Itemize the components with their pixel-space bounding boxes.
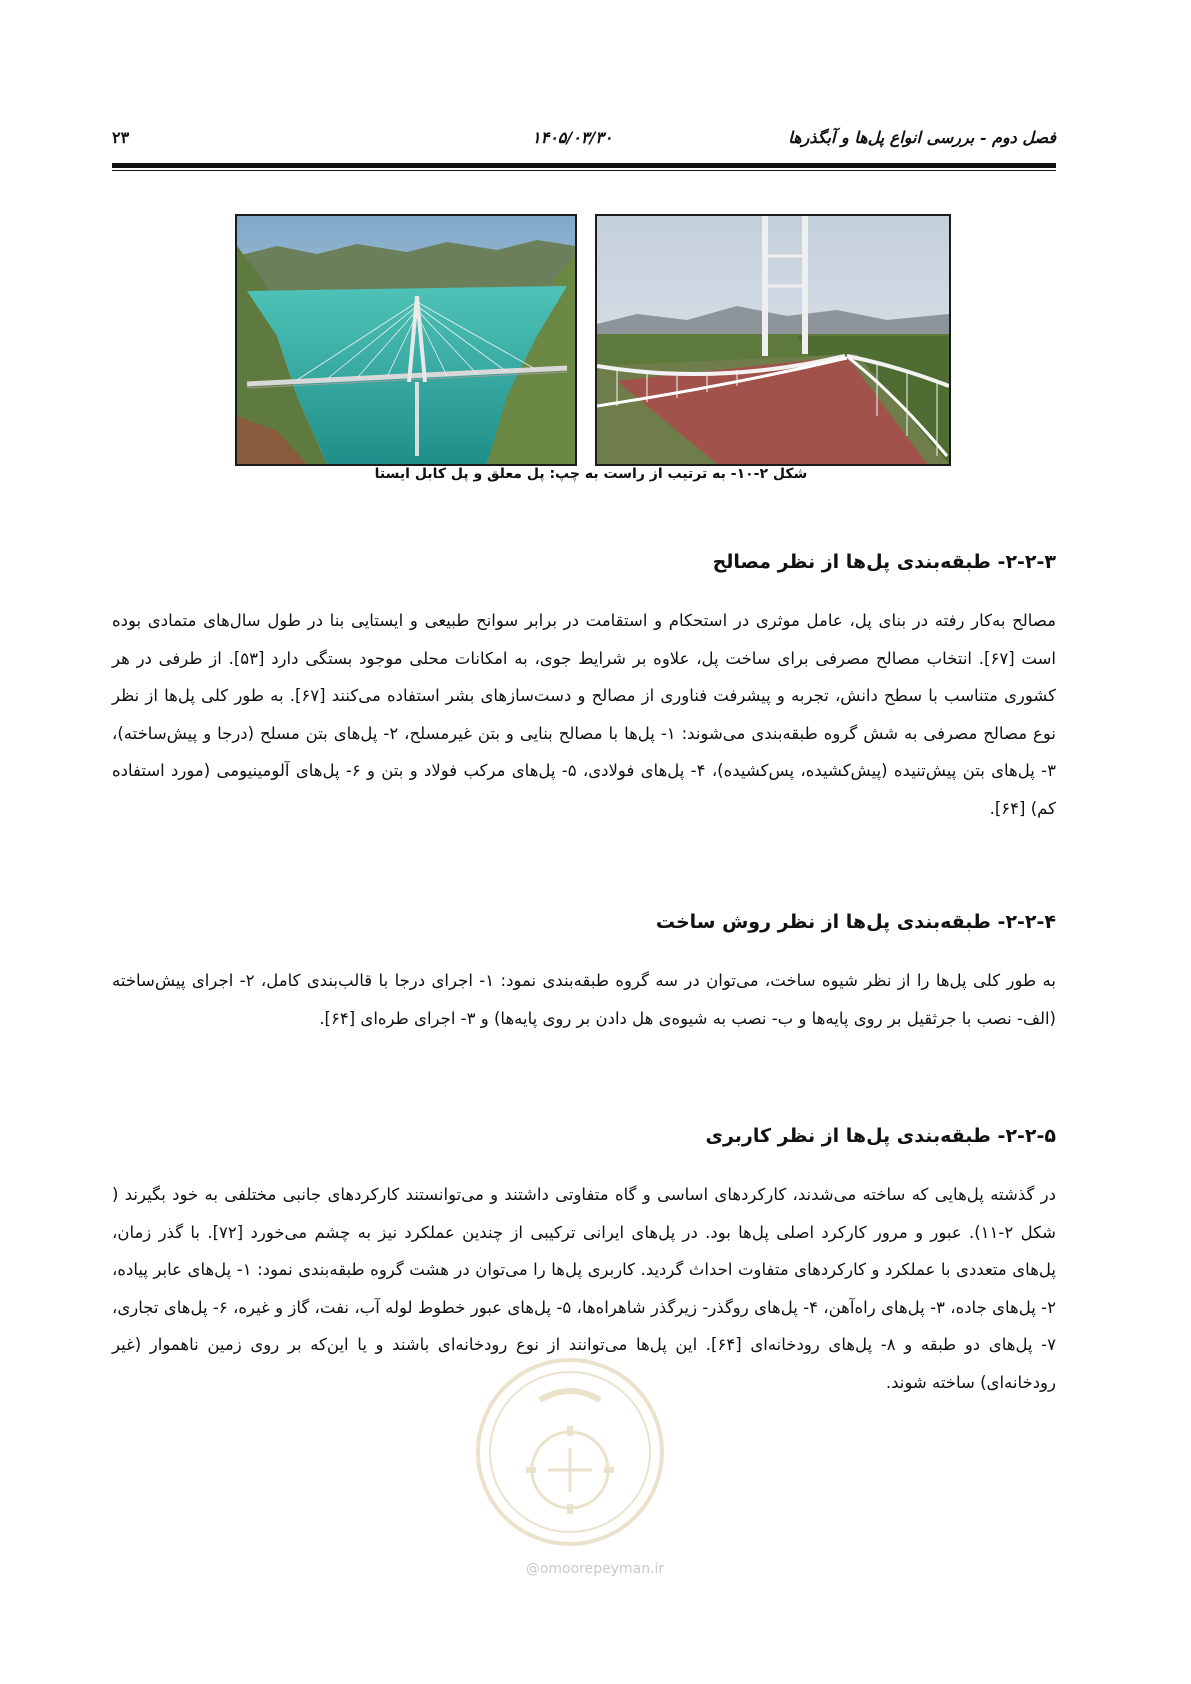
section-heading-construction: ۲-۲-۴- طبقه‌بندی پل‌ها از نظر روش ساخت — [655, 911, 1056, 933]
figure-caption: شکل ۲-۱۰- به ترتیب از راست به چپ: پل معلق و پل کابل ایستا — [374, 466, 808, 482]
paragraph-materials: مصالح به‌کار رفته در بنای پل، عامل موثری در استحکام و استقامت در برابر سوانح طبیعی و ایستایی بنا در طول سال‌های متمادی بوده است [۶۷]. انتخاب مصالح مصرفی برای ساخت پل، علاوه بر شرایط جوی، به امکانات محلی موجود بستگی دارد [۵۳]. از طرفی در هر کشوری متناسب با سطح دانش، تجربه و پیشرفت فناوری از مصالح و دست‌سازهای بشر استفاده می‌کنند [۶۷]. به طور کلی پل‌ها از نظر نوع مصالح مصرفی به شش گروه طبقه‌بندی می‌شوند: ۱- پل‌ها با مصالح بنایی و بتن غیرمسلح، ۲- پل‌های بتن مسلح (درجا و پیش‌ساخته)، ۳- پل‌های بتن پیش‌تنیده (پیش‌کشیده، پس‌کشیده)، ۴- پل‌های فولادی، ۵- پل‌های مرکب فولاد و بتن و ۶- پل‌های آلومینیومی (مورد استفاده کم) [۶۴]. — [112, 611, 1057, 818]
header-rule-thin — [112, 170, 1056, 171]
section-heading-usage: ۲-۲-۵- طبقه‌بندی پل‌ها از نظر کاربری — [705, 1125, 1056, 1147]
running-header — [112, 128, 1056, 156]
watermark-url: @omoorepeyman.ir — [525, 1561, 665, 1577]
paragraph-usage: در گذشته پل‌هایی که ساخته می‌شدند، کارکردهای اساسی و گاه متفاوتی داشتند و می‌توانستند کارکردهای جانبی مختلفی به خود بگیرند ( شکل ۲-۱۱). عبور و مرور کارکرد اصلی پل‌ها بود. در پل‌های ایرانی ترکیبی از چندین عملکرد نیز به چشم می‌خورد [۷۲]. با گذر زمان، پل‌های متعددی با عملکرد و کارکردهای متفاوت احداث گردید. کاربری پل‌ها را می‌توان در هشت گروه طبقه‌بندی نمود: ۱- پل‌های عابر پیاده، ۲- پل‌های جاده، ۳- پل‌های راه‌آهن، ۴- پل‌های روگذر- زیرگذر شاهراه‌ها، ۵- پل‌های عبور خطوط لوله آب، نفت، گاز و غیره، ۶- پل‌های تجاری، ۷- پل‌های دو طبقه و ۸- پل‌های رودخانه‌ای [۶۴]. این پل‌ها می‌توانند از نوع رودخانه‌ای باشند و یا این‌که بر روی زمین ناهموار (غیر رودخانه‌ای) ساخته شوند. — [112, 1185, 1057, 1392]
section-heading-materials: ۲-۲-۳- طبقه‌بندی پل‌ها از نظر مصالح — [712, 551, 1056, 573]
watermark-seal-icon — [470, 1352, 670, 1552]
header-rule — [112, 163, 1056, 168]
cable-stayed-bridge-photo — [235, 214, 577, 466]
chapter-title: فصل دوم - بررسی انواع پل‌ها و آبگذرها — [788, 128, 1056, 147]
paragraph-construction: به طور کلی پل‌ها را از نظر شیوه ساخت، می‌توان در سه گروه طبقه‌بندی نمود: ۱- اجرای درجا با قالب‌بندی کامل، ۲- اجرای پیش‌ساخته (الف- نصب با جرثقیل بر روی پایه‌ها و ب- نصب به شیوه‌ی هل دادن بر روی پایه‌ها) و ۳- اجرای طره‌ای [۶۴]. — [112, 971, 1056, 1028]
suspension-bridge-photo — [595, 214, 951, 466]
header-date: ۱۴۰۵/۰۳/۳۰ — [532, 128, 613, 147]
page-number: ۲۳ — [112, 128, 130, 147]
